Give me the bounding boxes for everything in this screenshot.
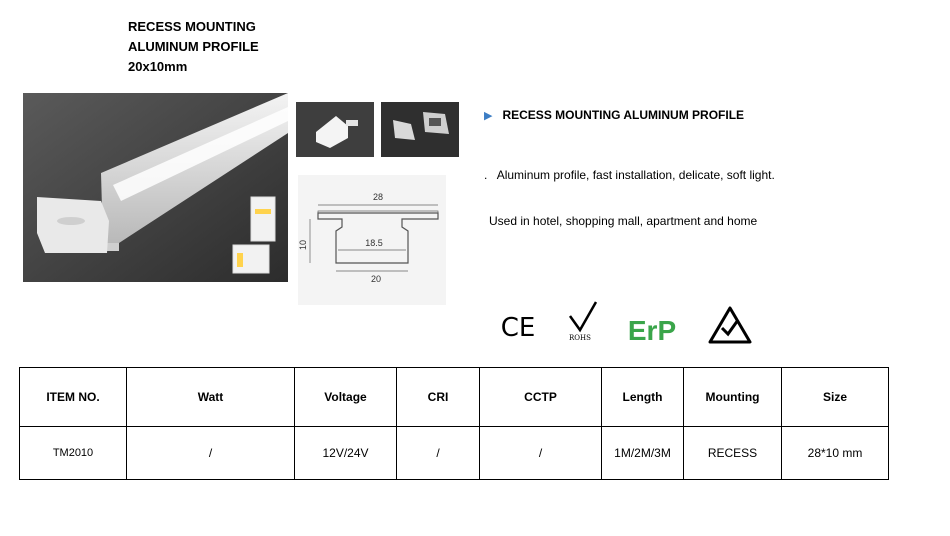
table-cell: 28*10 mm (782, 427, 889, 480)
header-cell: CRI (397, 368, 480, 427)
product-photo (23, 93, 288, 282)
ce-mark-icon (498, 300, 538, 350)
table-cell: 12V/24V (295, 427, 397, 480)
title-line: RECESS MOUNTING (128, 19, 256, 34)
description-line (484, 168, 775, 182)
rohs-text: ROHS (569, 334, 591, 342)
table-cell: RECESS (684, 427, 782, 480)
header-cell: Length (602, 368, 684, 427)
erp-text: ErP (627, 315, 677, 346)
header-cell: CCTP (480, 368, 602, 427)
title-line: ALUMINUM PROFILE (128, 39, 259, 54)
header-cell: ITEM NO. (20, 368, 127, 427)
product-title (128, 17, 259, 77)
mounting-clip-photo (381, 102, 459, 157)
bullet-dot: . (484, 168, 488, 182)
dim-inner-width: 18.5 (365, 238, 383, 248)
header-cell: Watt (127, 368, 295, 427)
table-cell: / (397, 427, 480, 480)
description-heading (484, 108, 744, 122)
header-cell: Mounting (684, 368, 782, 427)
dim-height: 10 (298, 239, 308, 251)
table-header-row (20, 368, 889, 427)
description-text: Aluminum profile, fast installation, delicate, soft light. (496, 168, 775, 182)
triangle-bullet-icon: ▶ (484, 109, 493, 122)
heading-text: RECESS MOUNTING ALUMINUM PROFILE (502, 108, 745, 122)
table-cell: TM2010 (20, 427, 127, 480)
rcm-mark-icon (706, 300, 754, 350)
dim-bottom-width: 20 (370, 274, 382, 284)
dim-top-width: 28 (372, 192, 384, 202)
header-cell: Voltage (295, 368, 397, 427)
title-line: 20x10mm (128, 59, 188, 74)
erp-mark-icon (622, 300, 682, 350)
table-cell: / (480, 427, 602, 480)
table-row (20, 427, 889, 480)
header-cell: Size (782, 368, 889, 427)
profile-cross-section-diagram (298, 175, 446, 305)
rohs-mark-icon (564, 300, 604, 350)
ce-text: CE (500, 313, 536, 343)
table-cell: / (127, 427, 295, 480)
spec-table (19, 367, 889, 480)
table-cell: 1M/2M/3M (602, 427, 684, 480)
end-cap-photo (296, 102, 374, 157)
usage-line: Used in hotel, shopping mall, apartment and home (489, 214, 758, 228)
